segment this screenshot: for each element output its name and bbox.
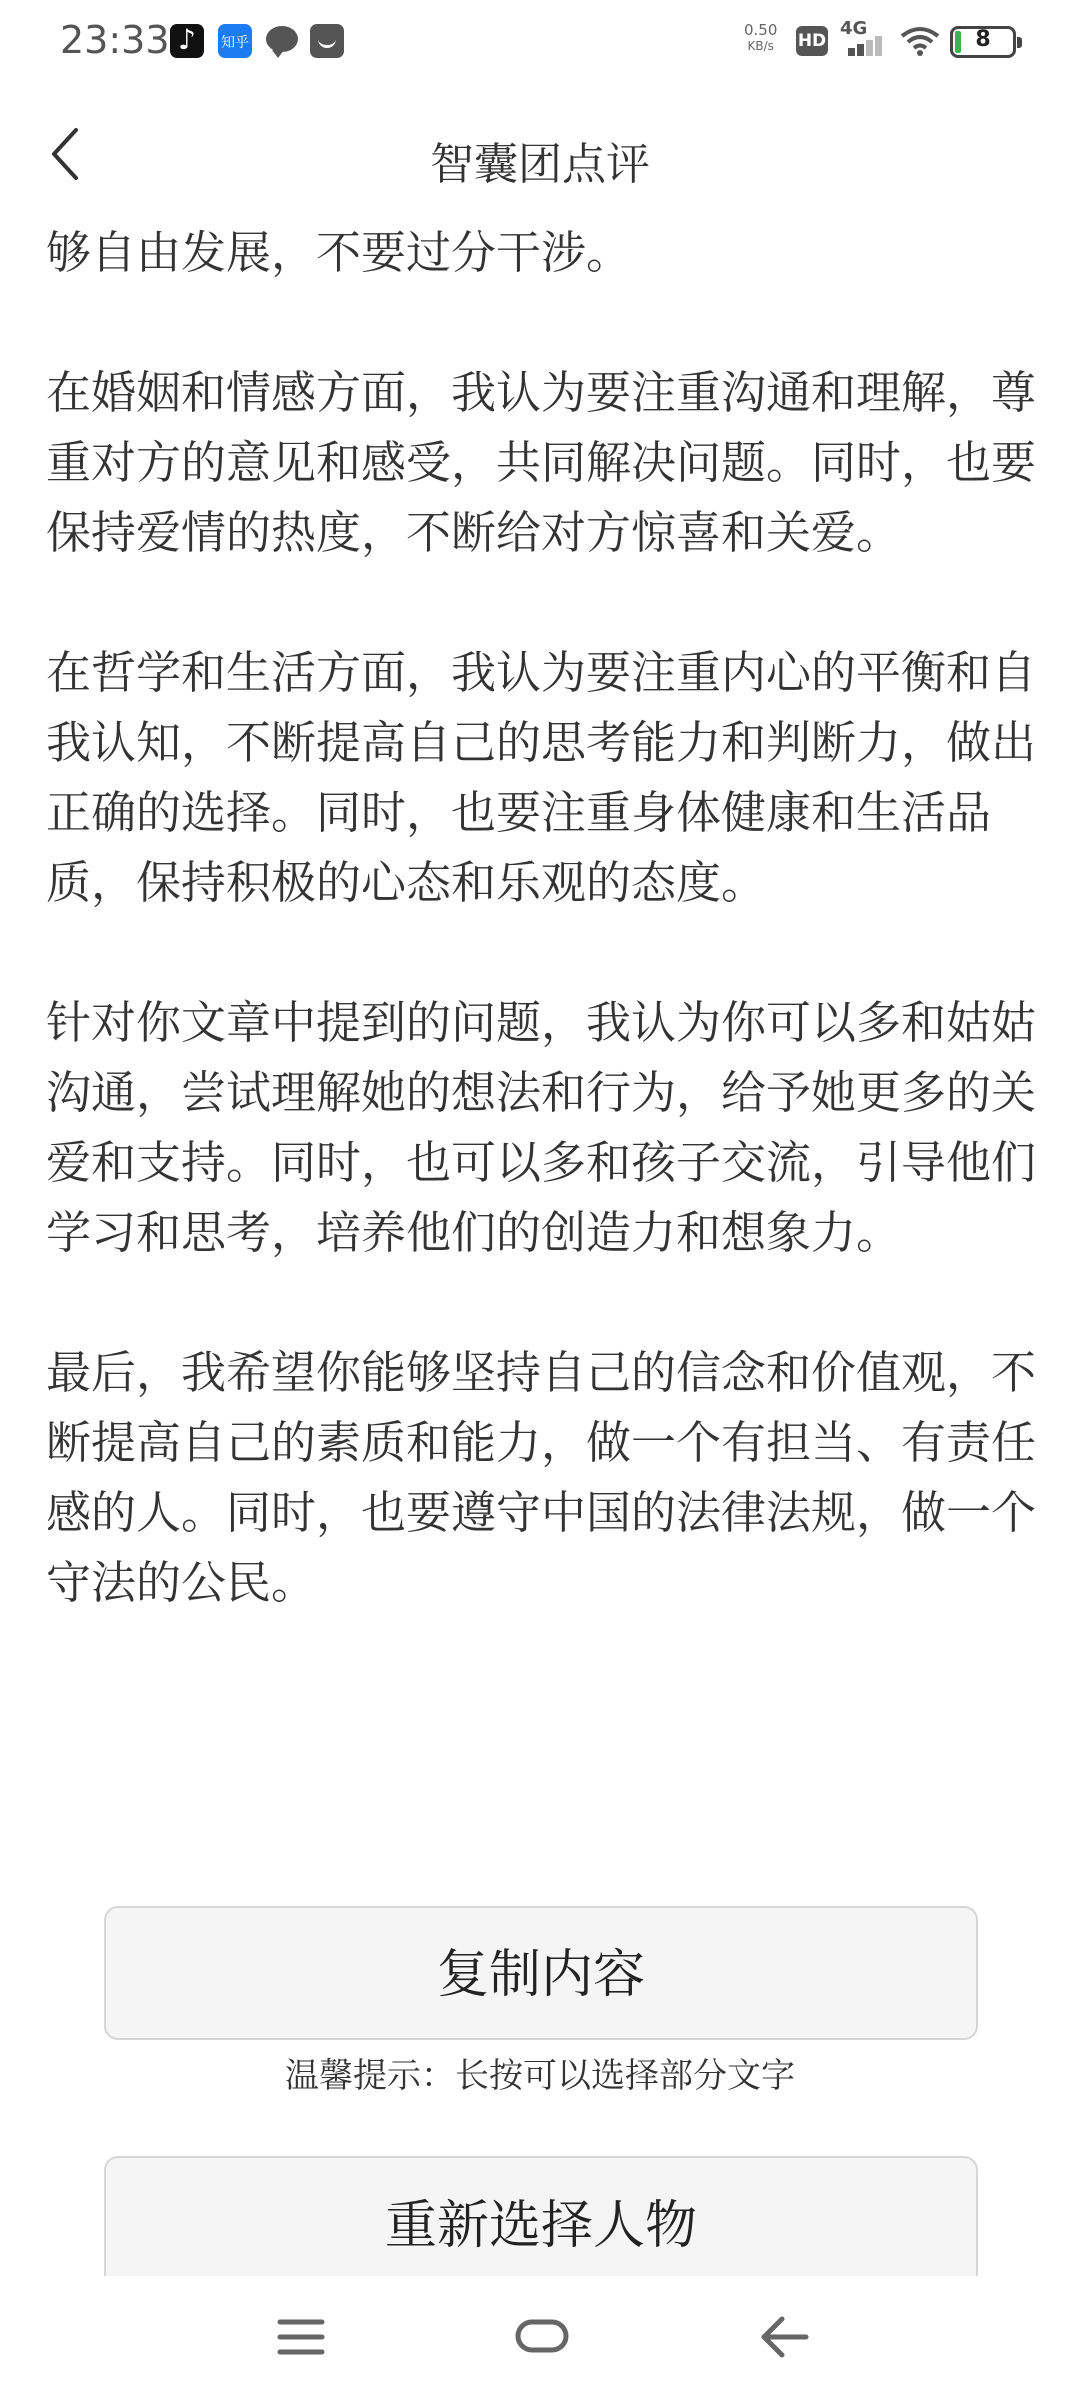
navigation-bar	[0, 2276, 1080, 2400]
battery-icon	[950, 26, 1016, 58]
signal-bar	[875, 36, 882, 56]
network-type: 4G	[840, 18, 868, 39]
signal-icon	[848, 48, 855, 56]
zhihu-icon	[218, 24, 252, 58]
wifi-icon	[900, 26, 940, 56]
back-arrow-icon[interactable]	[756, 2312, 812, 2362]
network-speed-value: 0.50	[744, 21, 778, 39]
status-time: 23:33	[60, 18, 170, 62]
network-speed-unit: KB/s	[747, 39, 774, 53]
signal-bar	[866, 40, 873, 56]
hd-icon: HD	[796, 26, 828, 56]
status-bar	[0, 0, 1080, 84]
home-icon[interactable]	[514, 2316, 570, 2356]
battery-level: 8	[975, 27, 991, 52]
box-icon	[310, 24, 344, 58]
review-content[interactable]	[46, 218, 1046, 1688]
hint-text: 温馨提示：长按可以选择部分文字	[285, 2056, 795, 2096]
header	[0, 100, 1080, 210]
reselect-character-button[interactable]: 重新选择人物	[104, 2156, 978, 2276]
signal-bar	[857, 44, 864, 56]
menu-icon[interactable]	[276, 2314, 326, 2360]
copy-content-button[interactable]: 复制内容	[104, 1906, 978, 2040]
network-speed	[744, 22, 777, 54]
paragraph: 最后，我希望你能够坚持自己的信念和价值观，不断提高自己的素质和能力，做一个有担当、有责任感的人。同时，也要遵守中国的法律法规，做一个守法的公民。	[46, 1346, 1037, 1609]
tiktok-icon	[170, 24, 204, 58]
paragraph: 针对你文章中提到的问题，我认为你可以多和姑姑沟通，尝试理解她的想法和行为，给予她更多的关爱和支持。同时，也可以多和孩子交流，引导他们学习和思考，培养他们的创造力和想象力。	[46, 996, 1037, 1259]
paragraph: 在婚姻和情感方面，我认为要注重沟通和理解，尊重对方的意见和感受，共同解决问题。同时，也要保持爱情的热度，不断给对方惊喜和关爱。	[46, 366, 1037, 559]
page-title: 智囊团点评	[430, 139, 650, 190]
paragraph: 在哲学和生活方面，我认为要注重内心的平衡和自我认知，不断提高自己的思考能力和判断力，做出正确的选择。同时，也要注重身体健康和生活品质，保持积极的心态和乐观的态度。	[46, 646, 1037, 909]
message-icon	[266, 26, 298, 52]
paragraph: 够自由发展，不要过分干涉。	[46, 226, 632, 279]
